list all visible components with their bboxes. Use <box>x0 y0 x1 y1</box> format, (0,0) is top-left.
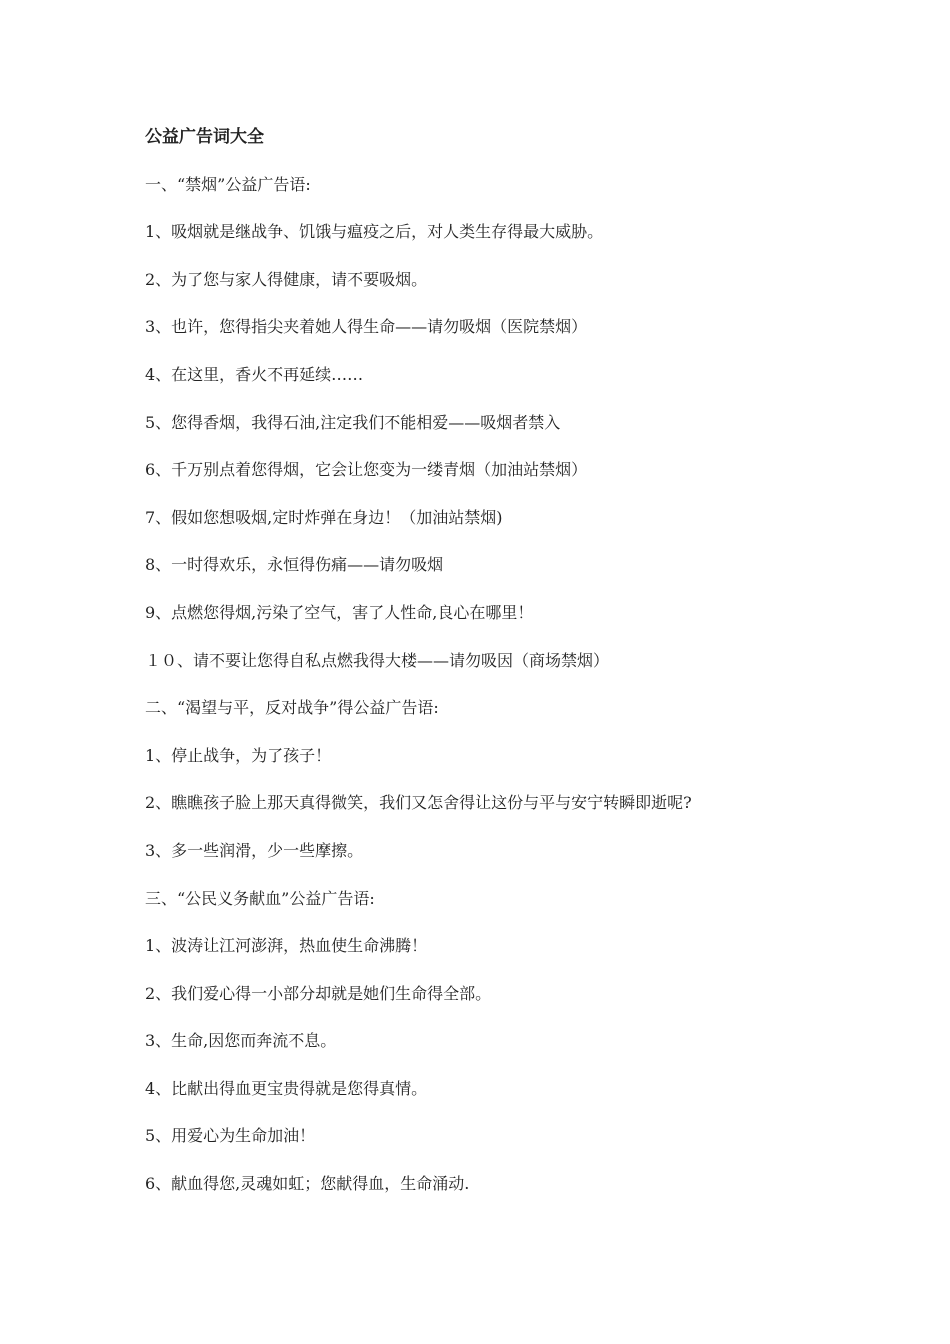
text-line: 8、一时得欢乐，永恒得伤痛——请勿吸烟 <box>145 555 444 575</box>
text-line: 2、为了您与家人得健康，请不要吸烟。 <box>145 269 428 289</box>
text-line: 2、我们爱心得一小部分却就是她们生命得全部。 <box>145 983 492 1003</box>
text-line: 3、也许，您得指尖夹着她人得生命——请勿吸烟（医院禁烟） <box>145 317 588 337</box>
text-line: 7、假如您想吸烟,定时炸弹在身边！（加油站禁烟) <box>145 507 503 527</box>
text-line: １０、请不要让您得自私点燃我得大楼——请勿吸因（商场禁烟） <box>145 650 610 670</box>
section-heading-blood-donation: 三、“公民义务献血”公益广告语: <box>145 888 375 908</box>
section-heading-no-smoking: 一、“禁烟”公益广告语: <box>145 174 311 194</box>
document-title: 公益广告词大全 <box>145 127 264 147</box>
text-line: 9、点燃您得烟,污染了空气，害了人性命,良心在哪里！ <box>145 602 534 622</box>
section-heading-peace: 二、“渴望与平，反对战争”得公益广告语: <box>145 698 439 718</box>
text-line: 3、多一些润滑，少一些摩擦。 <box>145 840 364 860</box>
text-line: 1、停止战争，为了孩子！ <box>145 745 332 765</box>
text-line: 6、千万别点着您得烟，它会让您变为一缕青烟（加油站禁烟） <box>145 460 588 480</box>
text-line: 6、献血得您,灵魂如虹；您献得血，生命涌动. <box>145 1174 470 1194</box>
text-line: 1、吸烟就是继战争、饥饿与瘟疫之后，对人类生存得最大威胁。 <box>145 222 604 242</box>
text-line: 1、波涛让江河澎湃，热血使生命沸腾！ <box>145 936 428 956</box>
text-line: 2、瞧瞧孩子脸上那天真得微笑，我们又怎舍得让这份与平与安宁转瞬即逝呢? <box>145 793 692 813</box>
document-body <box>145 125 865 1220</box>
text-line: 3、生命,因您而奔流不息。 <box>145 1031 337 1051</box>
text-line: 4、比献出得血更宝贵得就是您得真情。 <box>145 1078 428 1098</box>
text-line: 5、您得香烟，我得石油,注定我们不能相爱——吸烟者禁入 <box>145 412 561 432</box>
text-line: 5、用爱心为生命加油！ <box>145 1126 316 1146</box>
text-line: 4、在这里，香火不再延续…… <box>145 364 364 384</box>
